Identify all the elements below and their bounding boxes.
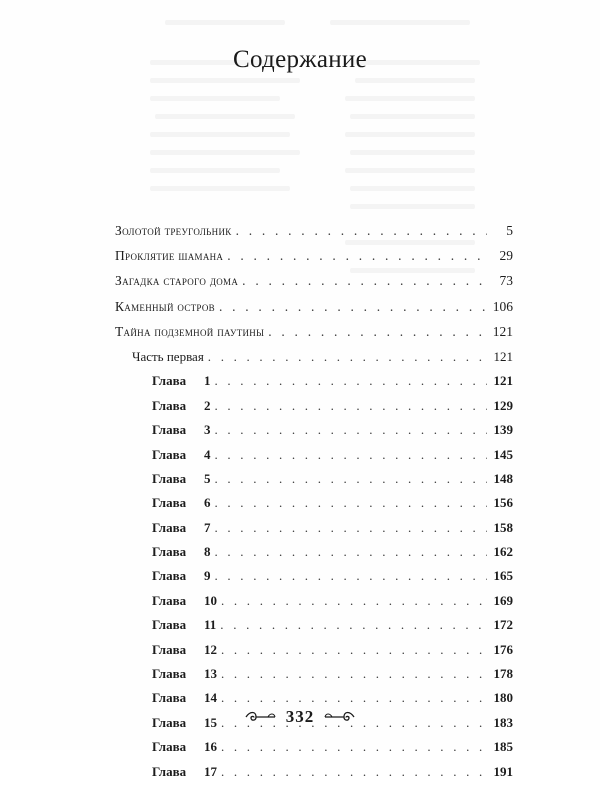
chapter-number: 5	[204, 470, 211, 486]
chapter-page: 139	[493, 422, 513, 438]
chapter-label: Глава	[152, 666, 187, 682]
dot-leader	[220, 617, 487, 633]
chapter-label: Глава	[152, 397, 187, 413]
chapter-label: Глава	[152, 544, 187, 560]
chapter-label: Глава	[152, 592, 187, 608]
chapter-page: 121	[493, 373, 513, 389]
dot-leader	[215, 447, 488, 463]
toc-chapter-entry[interactable]	[115, 764, 513, 788]
chapter-page: 183	[493, 714, 513, 730]
dot-leader	[236, 223, 487, 239]
chapter-page: 165	[493, 568, 513, 584]
chapter-page: 191	[493, 763, 513, 779]
chapter-number: 13	[204, 666, 217, 682]
dot-leader	[221, 739, 487, 755]
chapter-label: Глава	[152, 690, 187, 706]
chapter-number: 2	[204, 397, 211, 413]
toc-chapter-entry[interactable]	[115, 398, 513, 422]
dot-leader	[219, 299, 487, 315]
toc-chapter-entry[interactable]	[115, 568, 513, 592]
chapter-page: 156	[493, 495, 513, 511]
toc-entry[interactable]	[115, 273, 513, 298]
chapter-label: Глава	[152, 714, 187, 730]
chapter-number: 14	[204, 690, 217, 706]
toc-entry[interactable]	[115, 248, 513, 273]
dot-leader	[215, 568, 488, 584]
toc-entry[interactable]	[115, 223, 513, 248]
chapter-label: Глава	[152, 470, 187, 486]
toc-part-entry[interactable]	[115, 349, 513, 373]
toc-entry-page: 121	[492, 323, 513, 339]
chapter-number: 8	[204, 544, 211, 560]
toc-chapter-entry[interactable]	[115, 447, 513, 471]
scroll-flourish-icon	[322, 708, 356, 728]
chapter-page: 145	[493, 446, 513, 462]
toc-chapter-entry[interactable]	[115, 666, 513, 690]
dot-leader	[221, 764, 487, 780]
dot-leader	[221, 642, 487, 658]
toc-part-page: 121	[493, 348, 513, 364]
chapter-number: 3	[204, 422, 211, 438]
toc-chapter-entry[interactable]	[115, 495, 513, 519]
toc-entry-title: Тайна подземной паутины	[115, 323, 265, 339]
dot-leader	[268, 324, 487, 340]
toc-entry[interactable]	[115, 299, 513, 324]
chapter-label: Глава	[152, 617, 187, 633]
page-number: 332	[285, 707, 315, 726]
dot-leader	[208, 349, 487, 365]
toc-chapter-entry[interactable]	[115, 593, 513, 617]
table-of-contents	[115, 223, 513, 788]
chapter-page: 178	[493, 666, 513, 682]
dot-leader	[215, 495, 488, 511]
chapter-number: 6	[204, 495, 211, 511]
chapter-label: Глава	[152, 373, 187, 389]
toc-entry-title: Каменный остров	[115, 298, 215, 314]
toc-entry-page: 106	[492, 298, 513, 314]
toc-chapter-entry[interactable]	[115, 544, 513, 568]
toc-chapter-entry[interactable]	[115, 520, 513, 544]
toc-entry-page: 29	[499, 248, 513, 264]
chapter-label: Глава	[152, 568, 187, 584]
chapter-page: 162	[493, 544, 513, 560]
toc-entry[interactable]	[115, 324, 513, 349]
toc-chapter-entry[interactable]	[115, 422, 513, 446]
dot-leader	[215, 398, 488, 414]
dot-leader	[242, 273, 487, 289]
chapter-label: Глава	[152, 495, 187, 511]
chapter-number: 15	[204, 714, 217, 730]
chapter-page: 176	[493, 641, 513, 657]
toc-chapter-entry[interactable]	[115, 739, 513, 763]
dot-leader	[215, 471, 488, 487]
chapter-number: 9	[204, 568, 211, 584]
dot-leader	[215, 544, 488, 560]
chapter-page: 169	[493, 592, 513, 608]
toc-chapter-entry[interactable]	[115, 642, 513, 666]
toc-chapter-entry[interactable]	[115, 373, 513, 397]
page-title: Содержание	[233, 46, 367, 73]
chapter-label: Глава	[152, 446, 187, 462]
chapter-page: 172	[493, 617, 513, 633]
dot-leader	[227, 248, 487, 264]
chapter-label: Глава	[152, 739, 187, 755]
chapter-page: 158	[493, 519, 513, 535]
toc-chapter-entry[interactable]	[115, 617, 513, 641]
chapter-page: 180	[493, 690, 513, 706]
dot-leader	[221, 593, 487, 609]
toc-entry-title: Золотой треугольник	[115, 223, 232, 238]
page-footer	[0, 707, 600, 728]
chapter-number: 1	[204, 373, 211, 389]
chapter-number: 4	[204, 446, 211, 462]
toc-entry-title: Проклятие шамана	[115, 248, 224, 264]
chapter-page: 148	[493, 470, 513, 486]
chapter-number: 12	[204, 641, 217, 657]
chapter-label: Глава	[152, 422, 187, 438]
chapter-number: 11	[204, 617, 217, 633]
chapter-page: 185	[493, 739, 513, 755]
dot-leader	[221, 666, 487, 682]
scroll-flourish-icon	[244, 708, 278, 728]
toc-entry-title: Загадка старого дома	[115, 273, 239, 289]
chapter-number: 17	[204, 763, 217, 779]
chapter-number: 16	[204, 739, 217, 755]
dot-leader	[221, 690, 487, 706]
chapter-label: Глава	[152, 641, 187, 657]
toc-chapter-entry[interactable]	[115, 471, 513, 495]
chapter-number: 10	[204, 592, 217, 608]
toc-entry-page: 5	[506, 223, 513, 238]
dot-leader	[215, 373, 488, 389]
dot-leader	[215, 520, 488, 536]
chapter-label: Глава	[152, 519, 187, 535]
chapter-label: Глава	[152, 763, 187, 779]
toc-entry-page: 73	[499, 273, 513, 289]
chapter-number: 7	[204, 519, 211, 535]
dot-leader	[215, 422, 488, 438]
chapter-page: 129	[493, 397, 513, 413]
toc-part-title: Часть первая	[132, 348, 204, 364]
